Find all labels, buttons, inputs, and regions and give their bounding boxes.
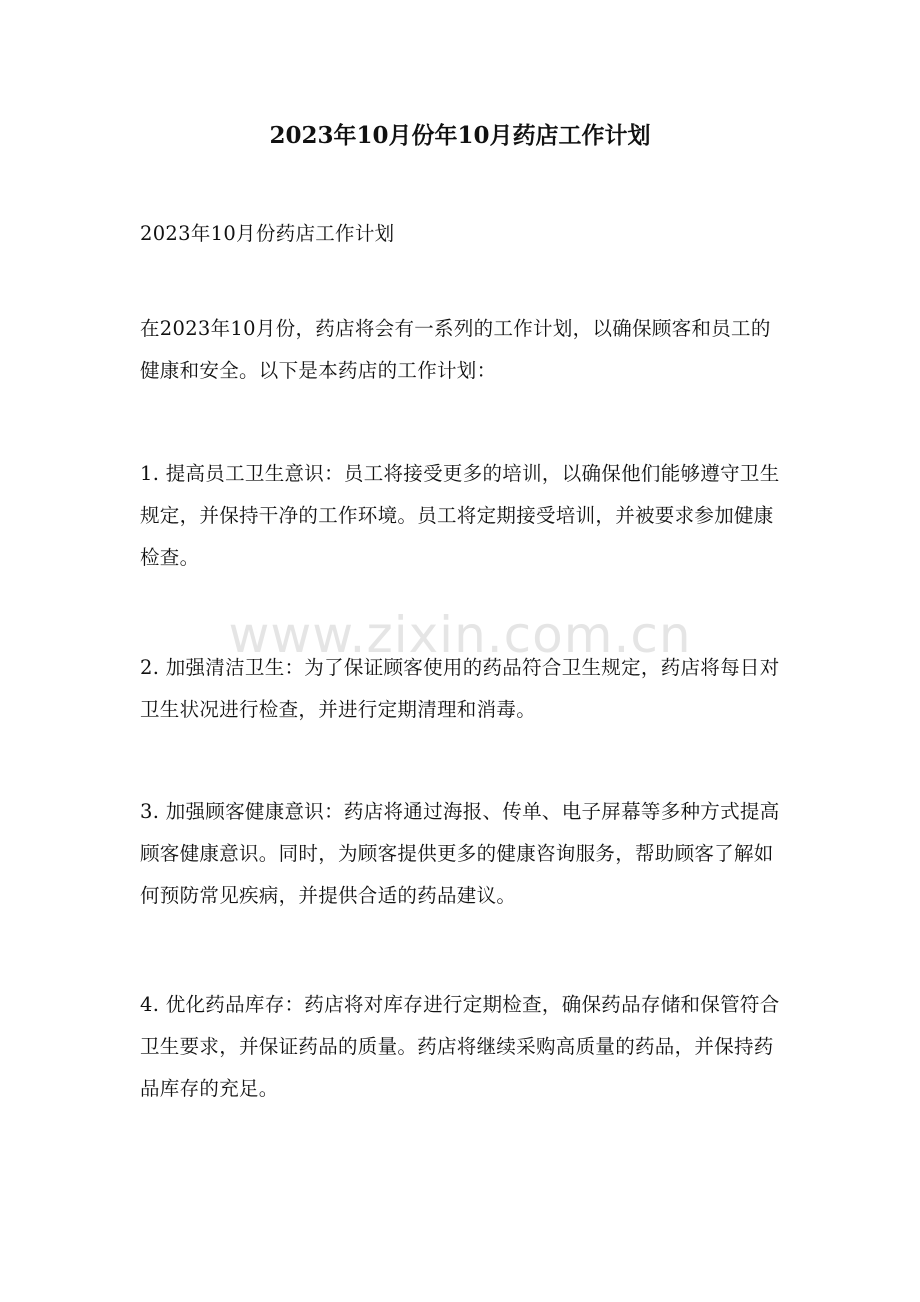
plan-item-1: 1. 提高员工卫生意识：员工将接受更多的培训，以确保他们能够遵守卫生规定，并保持干净的工作环境。员工将定期接受培训，并被要求参加健康检查。 [140, 462, 780, 569]
plan-item-4: 4. 优化药品库存：药店将对库存进行定期检查，确保药品存储和保管符合卫生要求，并保证药品的质量。药店将继续采购高质量的药品，并保持药品库存的充足。 [140, 993, 780, 1100]
document-subtitle: 2023年10月份药店工作计划 [140, 222, 395, 245]
plan-item-2: 2. 加强清洁卫生：为了保证顾客使用的药品符合卫生规定，药店将每日对卫生状况进行检查，并进行定期清理和消毒。 [140, 656, 780, 721]
watermark-text: www.zixin.com.cn [228, 606, 692, 664]
document-title: 2023年10月份年10月药店工作计划 [269, 122, 651, 149]
plan-item-3: 3. 加强顾客健康意识：药店将通过海报、传单、电子屏幕等多种方式提高顾客健康意识。同时，为顾客提供更多的健康咨询服务，帮助顾客了解如何预防常见疾病，并提供合适的药品建议。 [140, 800, 780, 907]
intro-paragraph: 在2023年10月份，药店将会有一系列的工作计划，以确保顾客和员工的健康和安全。以下是本药店的工作计划： [140, 317, 771, 382]
